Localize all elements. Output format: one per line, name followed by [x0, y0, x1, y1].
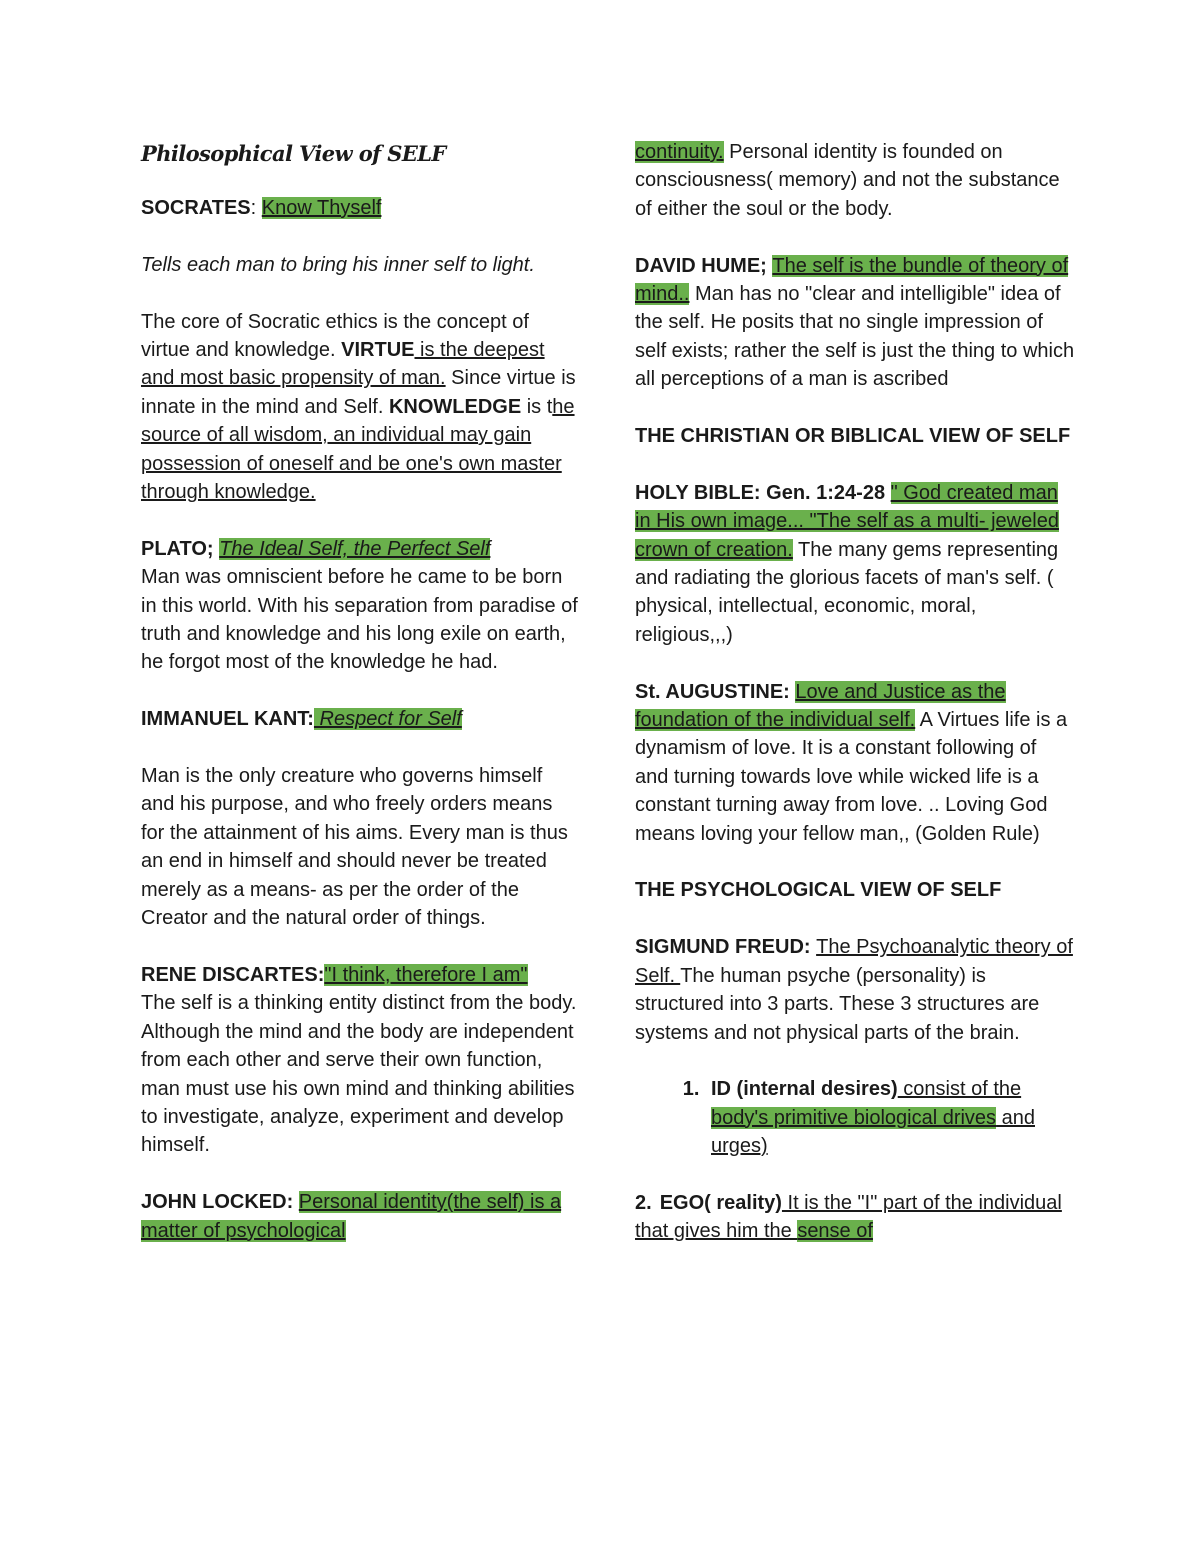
augustine-text: A Virtues life is a dynamism of love. It is a constant following of and turning towards love while wicked life is a constant turning away from love. .. Loving God means loving your fellow man,, (Golden Rule) — [635, 709, 1068, 845]
kant-motto: Respect for Self — [313, 708, 462, 731]
hume-text: Man has no "clear and intelligible" idea of the self. He posits that no single impression of self exists; rather the self is just the thing to which all perceptions of a man is ascribed — [635, 283, 1075, 391]
socrates-tagline: Tells each man to bring his inner self to light. — [141, 253, 535, 276]
plato-name: PLATO; — [141, 537, 220, 560]
socrates-text-2: Since virtue is innate in the mind and Self. — [141, 367, 576, 418]
id-definition-highlight: body's primitive biological drives — [711, 1106, 997, 1129]
virtue-term: VIRTUE — [341, 339, 415, 361]
descartes-section — [141, 961, 581, 1160]
knowledge-definition: he source of all wisdom, an individual may gain possession of oneself and be one's own master through knowledge. — [141, 395, 575, 504]
list-item-id — [705, 1075, 1075, 1160]
socrates-text-1: The core of Socratic ethics is the concept of virtue and knowledge. — [141, 310, 529, 361]
descartes-text: The self is a thinking entity distinct from the body. Although the mind and the body are independent from each other and serve their own function, man must use his own mind and thinking abilities to investigate, analyze, experiment and develop himself. — [141, 992, 577, 1157]
ego-definition-highlight: sense of — [797, 1220, 873, 1243]
plato-section — [141, 535, 581, 677]
augustine-section — [635, 678, 1075, 848]
id-definition-1: consist of the — [897, 1078, 1022, 1101]
freud-name: SIGMUND FREUD: — [635, 936, 817, 959]
id-label: ID (internal desires) — [711, 1078, 898, 1101]
locke-text: Personal identity is founded on consciousness( memory) and not the substance of either the soul or the body. — [635, 141, 1060, 220]
page-title: Philosophical View of SELF — [141, 141, 446, 166]
ego-number: 2. — [635, 1191, 652, 1214]
freud-motto: The Psychoanalytic theory of Self. — [635, 936, 1073, 987]
bible-name: HOLY BIBLE: Gen. 1:24-28 — [635, 481, 891, 504]
ego-definition: It is the "I" part of the individual that gives him the — [635, 1191, 1062, 1243]
socrates-name: SOCRATES — [141, 197, 251, 219]
ego-label: EGO( reality) — [659, 1191, 782, 1214]
kant-name: IMMANUEL KANT: — [141, 708, 314, 731]
christian-view-heading: THE CHRISTIAN OR BIBLICAL VIEW OF SELF — [635, 425, 1071, 448]
plato-motto: The Ideal Self, the Perfect Self — [219, 537, 491, 560]
freud-section — [635, 933, 1075, 1047]
locke-motto-end: continuity. — [635, 141, 724, 163]
socrates-separator: : — [250, 197, 262, 219]
plato-text: Man was omniscient before he came to be born in this world. With his separation from paradise of truth and knowledge and his long exile on earth, he forgot most of the knowledge he had. — [141, 566, 578, 674]
socrates-motto: Know Thyself — [261, 197, 382, 219]
bible-text: The many gems representing and radiating the glorious facets of man's self. ( physical, intellectual, economic, moral, religious,,,) — [635, 538, 1059, 646]
locke-continuation — [635, 138, 1075, 223]
ego-item — [635, 1189, 1075, 1246]
freud-text: The human psyche (personality) is structured into 3 parts. These 3 structures are systems and not physical parts of the brain. — [635, 964, 1040, 1044]
locke-section — [141, 1188, 581, 1245]
hume-motto: The self is the bundle of theory of mind.. — [635, 254, 1069, 306]
hume-name: DAVID HUME; — [635, 254, 773, 277]
descartes-name: RENE DISCARTES: — [141, 963, 325, 986]
socrates-heading — [141, 194, 581, 222]
knowledge-term: KNOWLEDGE — [388, 395, 522, 418]
augustine-name: St. AUGUSTINE: — [635, 680, 796, 703]
bible-motto: " God created man in His own image... "The self as a multi- jeweled crown of creation. — [635, 481, 1059, 561]
psyche-list — [635, 1075, 1075, 1160]
left-column — [141, 138, 581, 1245]
locke-name: JOHN LOCKED: — [141, 1191, 299, 1214]
descartes-motto: "I think, therefore I am" — [324, 963, 528, 986]
kant-heading — [141, 705, 581, 733]
augustine-motto: Love and Justice as the foundation of the individual self. — [635, 680, 1006, 732]
right-column — [635, 138, 1075, 1246]
kant-text: Man is the only creature who governs himself and his purpose, and who freely orders means for the attainment of his aims. Every man is thus an end in himself and should never be treated merely as a means- as per the order of the Creator and the natural order of things. — [141, 765, 568, 930]
psychological-view-heading: THE PSYCHOLOGICAL VIEW OF SELF — [635, 879, 1002, 902]
locke-motto: Personal identity(the self) is a matter of psychological — [141, 1191, 562, 1242]
socrates-text-3: is t — [521, 395, 553, 418]
hume-section — [635, 252, 1075, 394]
bible-section — [635, 479, 1075, 649]
virtue-definition: is the deepest and most basic propensity of man. — [141, 339, 545, 390]
id-definition-2: and urges) — [711, 1106, 1035, 1158]
socrates-paragraph — [141, 308, 581, 507]
